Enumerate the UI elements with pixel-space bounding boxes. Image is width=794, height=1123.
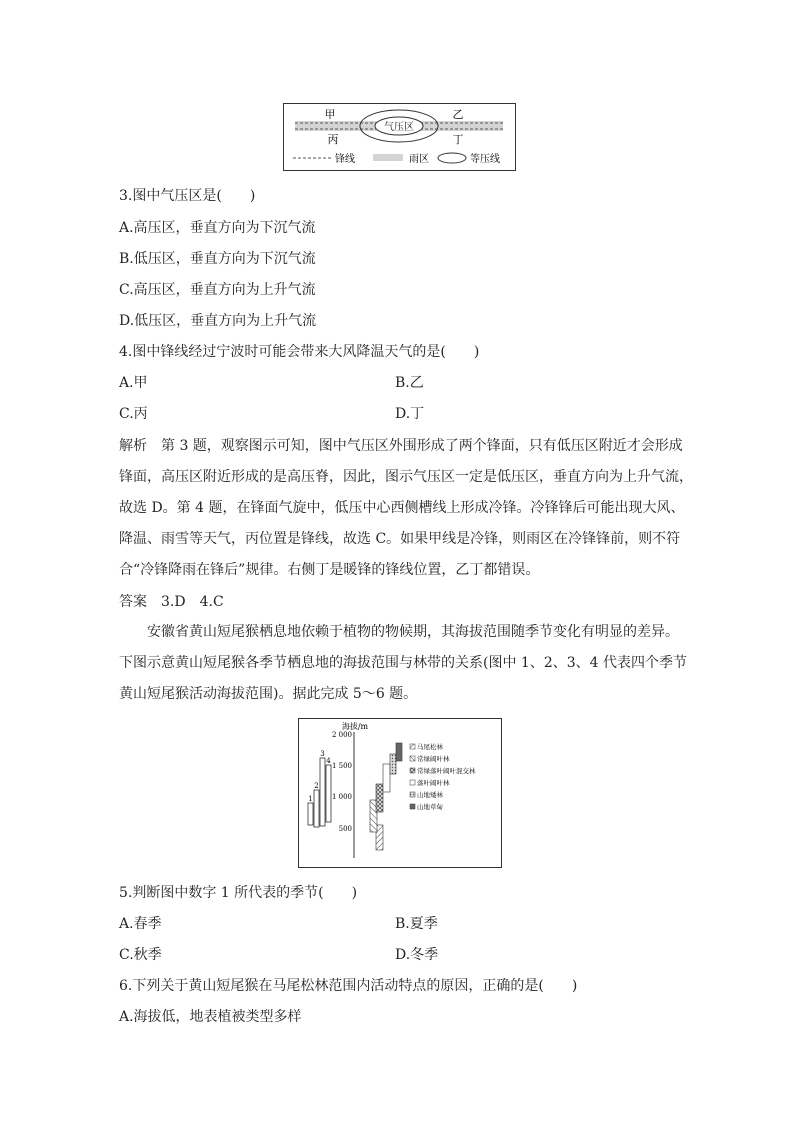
pressure-front-figure: [283, 103, 516, 171]
q4-option-c[interactable]: C.丙: [119, 406, 148, 422]
season-label-4: 4: [326, 757, 331, 765]
season-label-3: 3: [320, 750, 325, 758]
analysis-line: 解析 第 3 题，观察图示可知，图中气压区外围形成了两个锋面，只有低压区附近才会形成: [119, 438, 683, 454]
q3-option-a[interactable]: A.高压区，垂直方向为下沉气流: [119, 220, 316, 236]
q3-option-b[interactable]: B.低压区，垂直方向为下沉气流: [119, 251, 316, 267]
analysis-line: 合“冷锋降雨在锋后”规律。右侧丁是暖锋的锋线位置，乙丁都错误。: [119, 562, 540, 578]
label-bing: 丙: [327, 133, 339, 146]
zone-deciduous-broadleaf: [383, 764, 390, 792]
legend-rain-swatch: [373, 154, 403, 161]
season-bar-3: [320, 758, 325, 826]
q5-option-c[interactable]: C.秋季: [119, 947, 162, 963]
q5-stem: 5.判断图中数字 1 所代表的季节( ): [119, 885, 358, 901]
zone-mountain-dwarf: [390, 754, 396, 774]
analysis-paragraph: [119, 431, 693, 586]
elevation-axis-label: 海拔/m: [341, 722, 369, 731]
label-yi: 乙: [452, 108, 464, 121]
q6-option-a[interactable]: A.海拔低，地表植被类型多样: [119, 1009, 302, 1025]
analysis-line: 锋面，高压区附近形成的是高压脊，因此，图示气压区一定是低压区，垂直方向为上升气流，: [119, 469, 693, 485]
q3-stem: 3.图中气压区是( ): [119, 188, 256, 204]
q4-option-a[interactable]: A.甲: [119, 375, 148, 391]
tick-2000: 2 000: [331, 731, 352, 739]
intro-line: 下图示意黄山短尾猴各季节栖息地的海拔范围与林带的关系(图中 1、2、3、4 代表四个季节: [119, 655, 687, 671]
legend-item: 山地草甸: [417, 803, 443, 811]
tick-1000: 1 000: [331, 793, 352, 801]
season-bar-4: [326, 765, 331, 822]
q5-option-d[interactable]: D.冬季: [395, 947, 439, 963]
label-ding: 丁: [452, 133, 464, 146]
analysis-line: 故选 D。第 4 题，在锋面气旋中，低压中心西侧槽线上形成冷锋。冷锋锋后可能出现大风、: [119, 500, 685, 516]
legend-front-label: 锋线: [335, 154, 355, 165]
label-jia: 甲: [324, 108, 336, 121]
legend-item: 山地矮林: [417, 791, 443, 799]
zone-mountain-meadow: [396, 743, 402, 761]
tick-500: 500: [338, 825, 352, 833]
legend-isobar-label: 等压线: [470, 154, 500, 165]
q3-option-c[interactable]: C.高压区，垂直方向为上升气流: [119, 282, 316, 298]
legend-item: 常绿落叶阔叶混交林: [417, 767, 476, 775]
intro-line: 安徽省黄山短尾猴栖息地依赖于植物的物候期，其海拔范围随季节变化有明显的差异。: [147, 624, 679, 640]
legend-item: 马尾松林: [417, 743, 443, 751]
legend-rain-label: 雨区: [409, 154, 429, 165]
q4-option-d[interactable]: D.丁: [395, 406, 425, 422]
q4-stem: 4.图中锋线经过宁波时可能会带来大风降温天气的是( ): [119, 344, 480, 360]
pressure-zone-label: 气压区: [384, 122, 414, 133]
q4-option-b[interactable]: B.乙: [395, 375, 424, 391]
zone-mixed-forest: [376, 784, 383, 812]
legend-item: 落叶阔叶林: [417, 779, 450, 787]
season-label-1: 1: [308, 795, 313, 803]
intro-line: 黄山短尾猴活动海拔范围)。据此完成 5～6 题。: [119, 686, 418, 702]
intro-paragraph: [119, 617, 687, 710]
analysis-line: 降温、雨雪等天气，丙位置是锋线，故选 C。如果甲线是冷锋，则雨区在冷锋锋前，则不符: [119, 531, 681, 547]
season-bar-2: [314, 790, 319, 827]
legend-item: 常绿阔叶林: [417, 755, 450, 763]
elevation-forest-figure: [298, 718, 502, 868]
season-bar-1: [308, 803, 313, 825]
tick-1500: 1 500: [331, 762, 352, 770]
q5-option-a[interactable]: A.春季: [119, 916, 162, 932]
answer-line: 答案 3.D 4.C: [119, 594, 224, 610]
season-label-2: 2: [314, 782, 319, 790]
q3-option-d[interactable]: D.低压区，垂直方向为上升气流: [119, 313, 317, 329]
q5-option-b[interactable]: B.夏季: [395, 916, 438, 932]
q6-stem: 6.下列关于黄山短尾猴在马尾松林范围内活动特点的原因，正确的是( ): [119, 978, 578, 994]
